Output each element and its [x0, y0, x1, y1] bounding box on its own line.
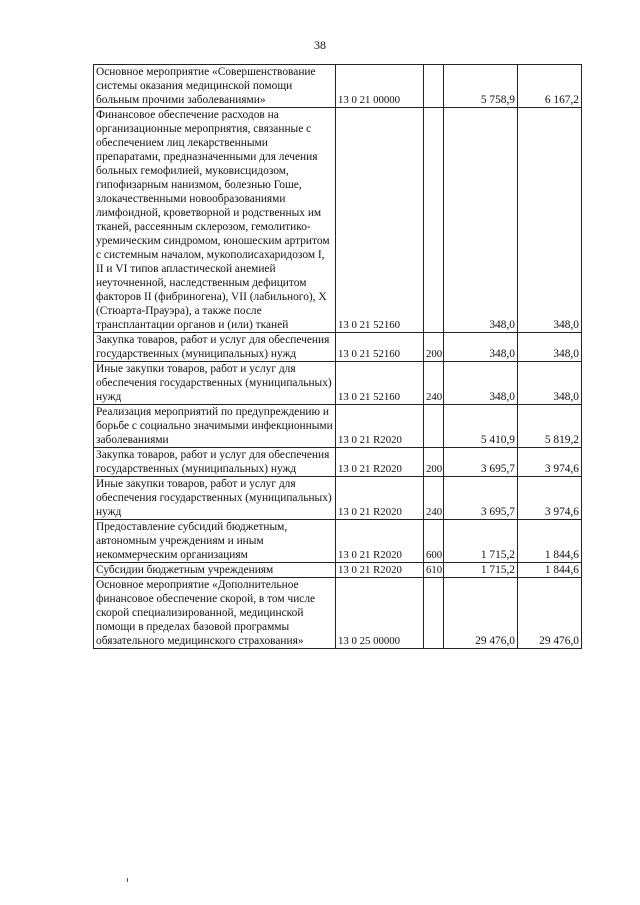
row-value-year2: 3 974,6 [518, 448, 582, 477]
table-row [94, 578, 582, 649]
table-row [94, 520, 582, 563]
row-expense-type [424, 108, 444, 333]
row-name: Закупка товаров, работ и услуг для обеспечения государственных (муниципальных) нужд [94, 333, 336, 362]
row-code: 13 0 21 00000 [336, 65, 424, 108]
row-value-year1: 5 758,9 [444, 65, 518, 108]
row-value-year2: 348,0 [518, 362, 582, 405]
row-value-year1: 29 476,0 [444, 578, 518, 649]
row-name: Основное мероприятие «Совершенствование системы оказания медицинской помощи больным прочими заболеваниями» [94, 65, 336, 108]
scan-mark [127, 878, 128, 882]
table-row [94, 563, 582, 578]
table-row [94, 405, 582, 448]
row-code: 13 0 21 R2020 [336, 520, 424, 563]
row-name: Финансовое обеспечение расходов на организационные мероприятия, связанные с обеспечением лиц лекарственными препаратами, предназначенными для лечения больных гемофилией, муковисцидозом, гипофизарным нанизмом, болезнью Гоше, злокачественными новообразованиями лимфоидной, кроветворной и родственных им тканей, рассеянным склерозом, гемолитико-уремическим синдромом, юношеским артритом с системным началом, мукополисахаридозом I, II и VI типов апластической анемией неуточненной, наследственным дефицитом факторов II (фибриногена), VII (лабильного), X (Стюарта-Прауэра), а также после трансплантации органов и (или) тканей [94, 108, 336, 333]
row-code: 13 0 21 R2020 [336, 405, 424, 448]
row-code: 13 0 21 52160 [336, 362, 424, 405]
row-name: Иные закупки товаров, работ и услуг для обеспечения государственных (муниципальных) нужд [94, 477, 336, 520]
row-value-year1: 3 695,7 [444, 448, 518, 477]
row-value-year1: 1 715,2 [444, 520, 518, 563]
row-expense-type: 200 [424, 333, 444, 362]
row-code: 13 0 21 52160 [336, 108, 424, 333]
row-expense-type: 240 [424, 362, 444, 405]
row-value-year1: 348,0 [444, 108, 518, 333]
row-value-year2: 6 167,2 [518, 65, 582, 108]
table-row [94, 362, 582, 405]
row-expense-type: 240 [424, 477, 444, 520]
row-code: 13 0 25 00000 [336, 578, 424, 649]
row-value-year1: 1 715,2 [444, 563, 518, 578]
row-value-year1: 348,0 [444, 333, 518, 362]
row-expense-type: 600 [424, 520, 444, 563]
row-code: 13 0 21 R2020 [336, 477, 424, 520]
row-value-year2: 5 819,2 [518, 405, 582, 448]
row-name: Закупка товаров, работ и услуг для обеспечения государственных (муниципальных) нужд [94, 448, 336, 477]
row-code: 13 0 21 52160 [336, 333, 424, 362]
row-value-year2: 1 844,6 [518, 563, 582, 578]
row-name: Субсидии бюджетным учреждениям [94, 563, 336, 578]
row-expense-type [424, 578, 444, 649]
row-code: 13 0 21 R2020 [336, 563, 424, 578]
row-expense-type [424, 65, 444, 108]
table-row [94, 108, 582, 333]
row-value-year1: 3 695,7 [444, 477, 518, 520]
row-value-year1: 5 410,9 [444, 405, 518, 448]
row-expense-type: 610 [424, 563, 444, 578]
table-row [94, 448, 582, 477]
row-value-year1: 348,0 [444, 362, 518, 405]
row-value-year2: 348,0 [518, 108, 582, 333]
row-name: Основное мероприятие «Дополнительное финансовое обеспечение скорой, в том числе скорой специализированной, медицинской помощи в пределах базовой программы обязательного медицинского страхования» [94, 578, 336, 649]
table-row [94, 333, 582, 362]
row-name: Реализация мероприятий по предупреждению и борьбе с социально значимыми инфекционными заболеваниями [94, 405, 336, 448]
table-row [94, 65, 582, 108]
budget-table [93, 64, 582, 649]
row-value-year2: 348,0 [518, 333, 582, 362]
row-expense-type [424, 405, 444, 448]
row-name: Иные закупки товаров, работ и услуг для обеспечения государственных (муниципальных) нужд [94, 362, 336, 405]
row-value-year2: 1 844,6 [518, 520, 582, 563]
row-value-year2: 3 974,6 [518, 477, 582, 520]
table-row [94, 477, 582, 520]
row-value-year2: 29 476,0 [518, 578, 582, 649]
row-expense-type: 200 [424, 448, 444, 477]
row-name: Предоставление субсидий бюджетным, автономным учреждениям и иным некоммерческим организациям [94, 520, 336, 563]
page-number: 38 [314, 38, 326, 52]
row-code: 13 0 21 R2020 [336, 448, 424, 477]
